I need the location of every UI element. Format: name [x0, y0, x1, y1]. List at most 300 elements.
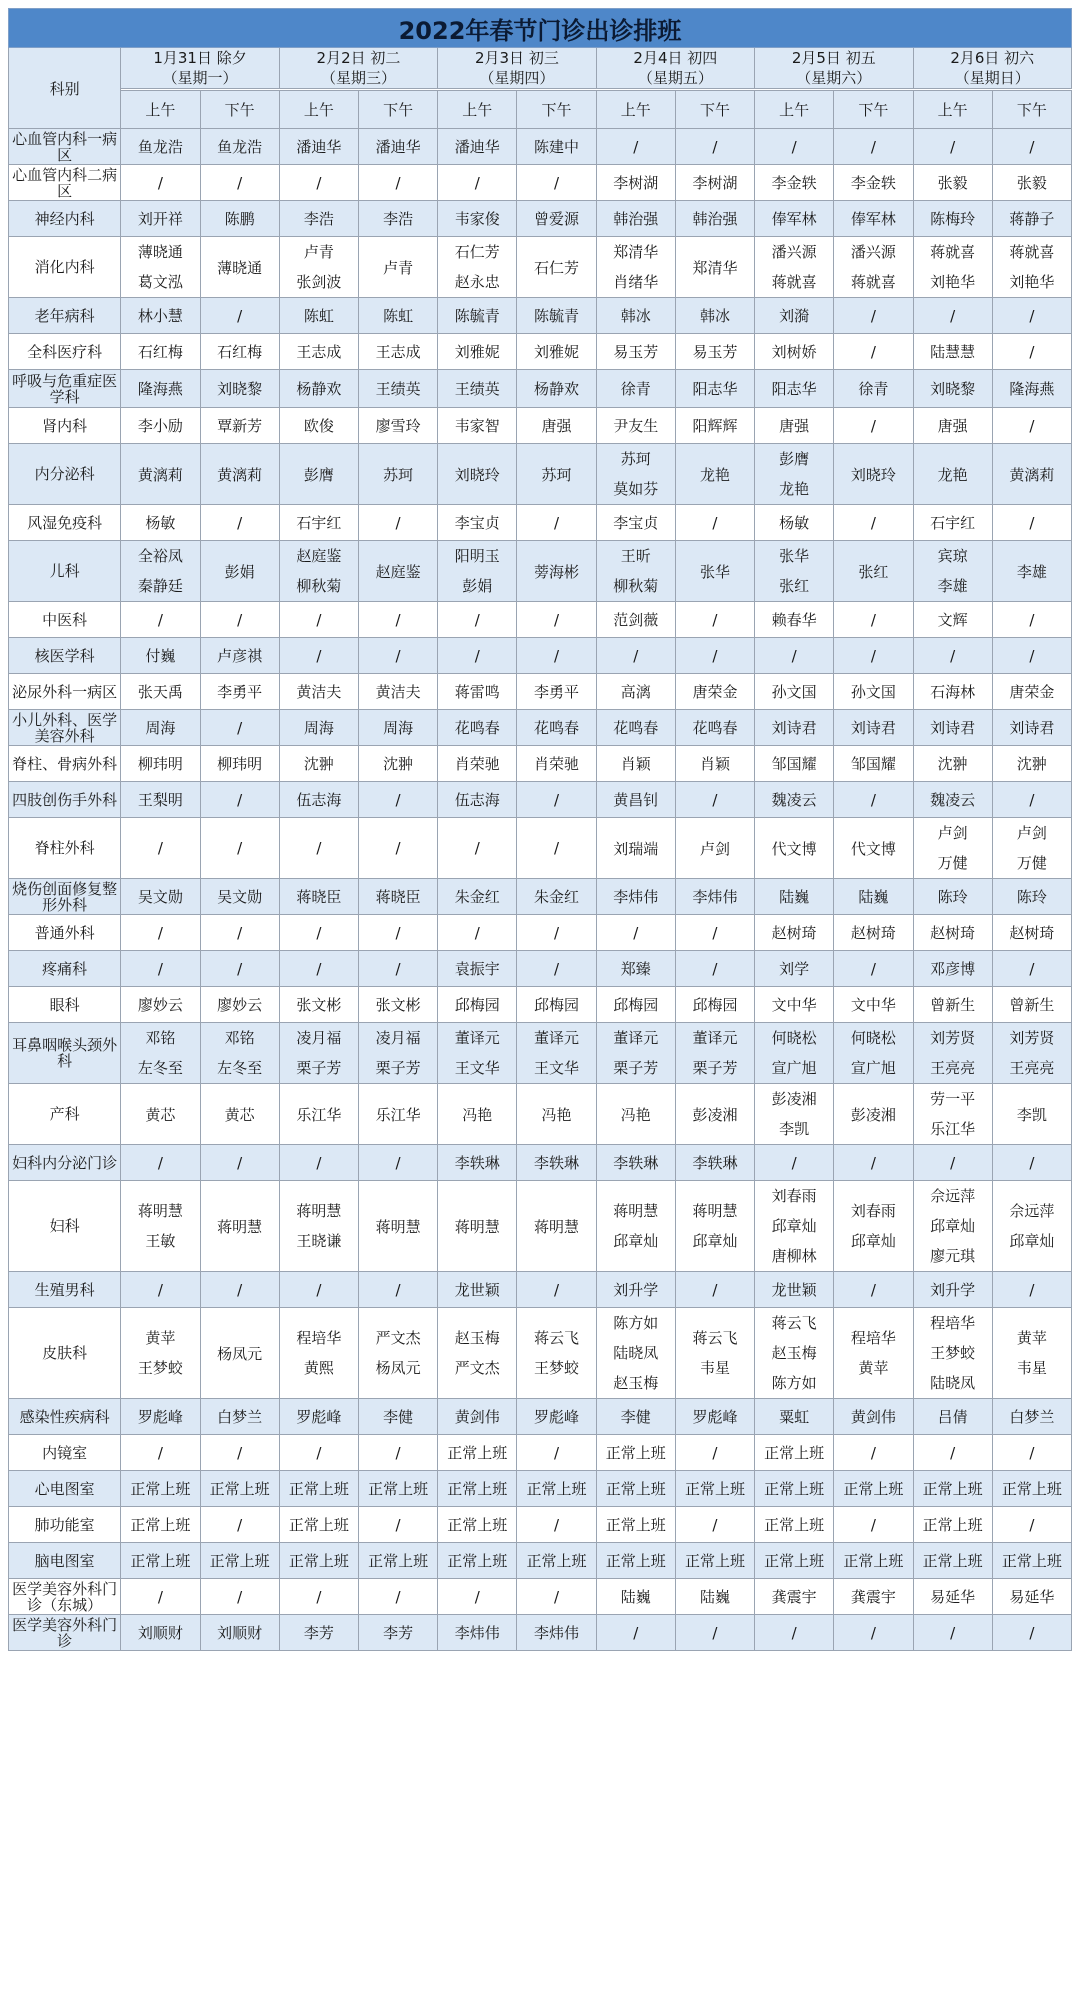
dept-cell: 风湿免疫科: [9, 505, 121, 541]
schedule-cell: /: [675, 129, 754, 165]
schedule-cell: [755, 541, 834, 602]
schedule-cell: 高漓: [596, 674, 675, 710]
dept-cell: 心血管内科二病区: [9, 165, 121, 201]
name-line: 万健: [1016, 854, 1047, 872]
schedule-cell: 李宝贞: [596, 505, 675, 541]
schedule-cell: 罗彪峰: [675, 1399, 754, 1435]
schedule-cell: 郑清华: [675, 237, 754, 298]
name-line: 凌月福: [296, 1029, 342, 1047]
schedule-cell: /: [200, 165, 279, 201]
table-row: [9, 638, 1072, 674]
table-row: [9, 1308, 1072, 1399]
dept-cell: 医学美容外科门诊: [9, 1615, 121, 1651]
name-line: 彭膺: [779, 450, 810, 468]
name-line: 柳秋菊: [296, 577, 342, 595]
schedule-cell: /: [992, 1272, 1071, 1308]
schedule-cell: 杨凤元: [200, 1308, 279, 1399]
schedule-cell: [755, 237, 834, 298]
name-line: 薄晓通: [137, 243, 183, 261]
schedule-cell: /: [834, 1145, 913, 1181]
schedule-cell: /: [596, 915, 675, 951]
schedule-cell: [675, 1023, 754, 1084]
schedule-cell: 廖雪玲: [358, 408, 437, 444]
schedule-cell: 王绩英: [358, 370, 437, 408]
name-line: 陈方如: [613, 1314, 659, 1332]
schedule-cell: 韦家智: [438, 408, 517, 444]
schedule-cell: [755, 1084, 834, 1145]
schedule-cell: /: [517, 165, 596, 201]
schedule-cell: 正常上班: [834, 1543, 913, 1579]
schedule-cell: /: [517, 505, 596, 541]
name-line: 宣广旭: [771, 1059, 817, 1077]
name-line: 左冬至: [217, 1059, 263, 1077]
table-row: [9, 987, 1072, 1023]
schedule-cell: 石宇红: [913, 505, 992, 541]
table-row: [9, 1399, 1072, 1435]
schedule-cell: /: [200, 505, 279, 541]
schedule-cell: 李健: [358, 1399, 437, 1435]
schedule-cell: /: [517, 1272, 596, 1308]
schedule-cell: 李树湖: [675, 165, 754, 201]
name-line: 韦星: [699, 1359, 730, 1377]
schedule-cell: [200, 1023, 279, 1084]
schedule-cell: 肖颖: [675, 746, 754, 782]
name-line: 邱章灿: [692, 1232, 738, 1250]
am-header: 上午: [596, 91, 675, 129]
schedule-cell: 魏凌云: [755, 782, 834, 818]
schedule-cell: 廖妙云: [121, 987, 200, 1023]
schedule-body: [9, 129, 1072, 1651]
schedule-cell: 易延华: [992, 1579, 1071, 1615]
schedule-cell: 白梦兰: [992, 1399, 1071, 1435]
schedule-cell: /: [200, 1507, 279, 1543]
dept-cell: 眼科: [9, 987, 121, 1023]
schedule-cell: 蒋静子: [992, 201, 1071, 237]
schedule-cell: 黄芯: [121, 1084, 200, 1145]
schedule-cell: [121, 1308, 200, 1399]
schedule-cell: 隆海燕: [992, 370, 1071, 408]
schedule-cell: 王梨明: [121, 782, 200, 818]
schedule-cell: [121, 1023, 200, 1084]
schedule-cell: 正常上班: [438, 1543, 517, 1579]
pm-header: 下午: [200, 91, 279, 129]
name-line: 王文华: [454, 1059, 500, 1077]
schedule-cell: /: [358, 1145, 437, 1181]
schedule-cell: 刘升学: [596, 1272, 675, 1308]
table-row: [9, 1272, 1072, 1308]
schedule-cell: 李勇平: [200, 674, 279, 710]
name-line: 赵玉梅: [454, 1329, 500, 1347]
schedule-cell: 吴文勋: [121, 879, 200, 915]
schedule-cell: 王绩英: [438, 370, 517, 408]
schedule-cell: 刘诗君: [755, 710, 834, 746]
schedule-cell: /: [992, 951, 1071, 987]
schedule-cell: 龙世颖: [755, 1272, 834, 1308]
schedule-cell: /: [992, 602, 1071, 638]
schedule-cell: 赵树琦: [992, 915, 1071, 951]
name-line: 陆晓凤: [930, 1374, 976, 1392]
schedule-cell: /: [834, 951, 913, 987]
schedule-cell: 韩冰: [675, 298, 754, 334]
schedule-cell: [358, 1023, 437, 1084]
dept-cell: 产科: [9, 1084, 121, 1145]
schedule-cell: 曾爱源: [517, 201, 596, 237]
dept-cell: 脑电图室: [9, 1543, 121, 1579]
table-row: [9, 541, 1072, 602]
schedule-cell: /: [279, 1579, 358, 1615]
schedule-cell: /: [121, 165, 200, 201]
schedule-cell: 彭膺: [279, 444, 358, 505]
table-title: 2022年春节门诊出诊排班: [9, 9, 1072, 48]
table-row: [9, 1507, 1072, 1543]
schedule-cell: 唐强: [913, 408, 992, 444]
schedule-cell: 刘诗君: [913, 710, 992, 746]
schedule-cell: /: [517, 782, 596, 818]
schedule-cell: [675, 1308, 754, 1399]
schedule-cell: /: [675, 1615, 754, 1651]
schedule-cell: 龚震宇: [834, 1579, 913, 1615]
schedule-cell: 邱梅园: [675, 987, 754, 1023]
schedule-cell: 正常上班: [596, 1543, 675, 1579]
name-line: 秦静廷: [137, 577, 183, 595]
schedule-cell: /: [675, 638, 754, 674]
schedule-cell: 赵庭鉴: [358, 541, 437, 602]
schedule-cell: 石红梅: [200, 334, 279, 370]
schedule-cell: 黄漓莉: [200, 444, 279, 505]
schedule-cell: 周海: [279, 710, 358, 746]
schedule-cell: 潘迪华: [279, 129, 358, 165]
schedule-cell: /: [992, 1507, 1071, 1543]
schedule-cell: [755, 444, 834, 505]
schedule-cell: 潘迪华: [358, 129, 437, 165]
schedule-cell: /: [358, 505, 437, 541]
schedule-cell: 刘雅妮: [517, 334, 596, 370]
name-line: 何晓松: [850, 1029, 896, 1047]
name-line: 蒋云飞: [692, 1329, 738, 1347]
schedule-cell: /: [755, 1615, 834, 1651]
schedule-cell: [596, 541, 675, 602]
schedule-cell: /: [992, 129, 1071, 165]
schedule-cell: 正常上班: [834, 1471, 913, 1507]
schedule-cell: 蒋晓臣: [358, 879, 437, 915]
schedule-cell: 文中华: [755, 987, 834, 1023]
schedule-cell: 李金轶: [755, 165, 834, 201]
schedule-cell: 张文彬: [279, 987, 358, 1023]
schedule-cell: /: [438, 915, 517, 951]
schedule-cell: [438, 1023, 517, 1084]
table-row: [9, 710, 1072, 746]
schedule-cell: 刘漪: [755, 298, 834, 334]
schedule-cell: 罗彪峰: [517, 1399, 596, 1435]
schedule-cell: 冯艳: [596, 1084, 675, 1145]
schedule-cell: 张毅: [992, 165, 1071, 201]
name-line: 栗子芳: [296, 1059, 342, 1077]
schedule-cell: 覃新芳: [200, 408, 279, 444]
schedule-cell: /: [675, 1435, 754, 1471]
schedule-cell: 正常上班: [675, 1471, 754, 1507]
schedule-cell: 正常上班: [755, 1507, 834, 1543]
table-row: [9, 237, 1072, 298]
schedule-cell: 正常上班: [913, 1507, 992, 1543]
schedule-cell: /: [517, 1579, 596, 1615]
schedule-cell: /: [200, 951, 279, 987]
schedule-cell: /: [834, 638, 913, 674]
schedule-cell: 肖荣驰: [517, 746, 596, 782]
schedule-cell: 正常上班: [121, 1543, 200, 1579]
schedule-cell: 袁振宇: [438, 951, 517, 987]
name-line: 阳明玉: [454, 547, 500, 565]
schedule-cell: 廖妙云: [200, 987, 279, 1023]
schedule-cell: 阳辉辉: [675, 408, 754, 444]
schedule-cell: /: [834, 408, 913, 444]
schedule-cell: /: [834, 1272, 913, 1308]
name-line: 卢青: [303, 243, 334, 261]
schedule-cell: 正常上班: [596, 1471, 675, 1507]
schedule-cell: 陆巍: [596, 1579, 675, 1615]
schedule-cell: 阳志华: [675, 370, 754, 408]
am-header: 上午: [438, 91, 517, 129]
name-line: 蒋就喜: [771, 273, 817, 291]
name-line: 杨凤元: [375, 1359, 421, 1377]
dept-cell: 疼痛科: [9, 951, 121, 987]
schedule-cell: 杨静欢: [517, 370, 596, 408]
schedule-cell: [992, 1181, 1071, 1272]
schedule-cell: /: [358, 1272, 437, 1308]
schedule-cell: /: [121, 1145, 200, 1181]
schedule-cell: /: [200, 1272, 279, 1308]
table-row: [9, 165, 1072, 201]
dept-cell: 小儿外科、医学美容外科: [9, 710, 121, 746]
name-line: 王敏: [145, 1232, 176, 1250]
schedule-cell: 林小慧: [121, 298, 200, 334]
schedule-cell: /: [517, 1435, 596, 1471]
schedule-cell: /: [913, 298, 992, 334]
schedule-cell: 肖荣驰: [438, 746, 517, 782]
table-row: [9, 1145, 1072, 1181]
name-line: 赵玉梅: [771, 1344, 817, 1362]
table-row: [9, 746, 1072, 782]
name-line: 王亮亮: [930, 1059, 976, 1077]
name-line: 邱章灿: [613, 1232, 659, 1250]
schedule-cell: 粟虹: [755, 1399, 834, 1435]
name-line: 董译元: [454, 1029, 500, 1047]
name-line: 赵庭鉴: [296, 547, 342, 565]
name-line: 莫如芬: [613, 480, 659, 498]
schedule-cell: /: [675, 505, 754, 541]
schedule-cell: [438, 237, 517, 298]
schedule-cell: /: [438, 1579, 517, 1615]
schedule-cell: 黄剑伟: [834, 1399, 913, 1435]
schedule-cell: 杨敏: [121, 505, 200, 541]
schedule-cell: /: [279, 1272, 358, 1308]
name-line: 乐江华: [930, 1120, 976, 1138]
name-line: 刘芳贤: [930, 1029, 976, 1047]
schedule-cell: 正常上班: [596, 1507, 675, 1543]
table-row: [9, 1084, 1072, 1145]
schedule-cell: 正常上班: [200, 1543, 279, 1579]
schedule-cell: /: [438, 165, 517, 201]
name-line: 邱章灿: [771, 1217, 817, 1235]
schedule-cell: 隆海燕: [121, 370, 200, 408]
schedule-cell: 李炜伟: [438, 1615, 517, 1651]
schedule-cell: 李炜伟: [675, 879, 754, 915]
schedule-cell: 赵树琦: [913, 915, 992, 951]
schedule-cell: [992, 1308, 1071, 1399]
schedule-cell: 陈建中: [517, 129, 596, 165]
schedule-cell: /: [913, 638, 992, 674]
schedule-cell: 花鸣春: [517, 710, 596, 746]
dept-cell: 医学美容外科门诊（东城）: [9, 1579, 121, 1615]
am-header: 上午: [121, 91, 200, 129]
name-line: 程培华: [930, 1314, 976, 1332]
schedule-cell: 吕倩: [913, 1399, 992, 1435]
schedule-cell: 李勇平: [517, 674, 596, 710]
name-line: 佘远萍: [1009, 1202, 1055, 1220]
schedule-cell: 蒋明慧: [200, 1181, 279, 1272]
schedule-cell: /: [992, 1435, 1071, 1471]
table-row: [9, 201, 1072, 237]
schedule-cell: /: [358, 165, 437, 201]
schedule-cell: [913, 541, 992, 602]
schedule-cell: 卢青: [358, 237, 437, 298]
schedule-cell: /: [121, 1579, 200, 1615]
pm-header: 下午: [834, 91, 913, 129]
schedule-cell: /: [675, 1507, 754, 1543]
schedule-cell: 沈翀: [279, 746, 358, 782]
schedule-cell: [279, 541, 358, 602]
name-line: 凌月福: [375, 1029, 421, 1047]
name-line: 刘芳贤: [1009, 1029, 1055, 1047]
schedule-cell: 刘晓玲: [438, 444, 517, 505]
table-row: [9, 370, 1072, 408]
name-line: 邱章灿: [930, 1217, 976, 1235]
schedule-cell: 正常上班: [992, 1543, 1071, 1579]
schedule-cell: /: [279, 602, 358, 638]
name-line: 左冬至: [137, 1059, 183, 1077]
schedule-cell: 鱼龙浩: [121, 129, 200, 165]
name-line: 蒋就喜: [930, 243, 976, 261]
schedule-cell: /: [438, 602, 517, 638]
dept-header: 科别: [9, 48, 121, 129]
schedule-cell: 正常上班: [358, 1471, 437, 1507]
name-line: 蒋明慧: [692, 1202, 738, 1220]
schedule-cell: /: [755, 638, 834, 674]
schedule-cell: 蒋明慧: [438, 1181, 517, 1272]
name-line: 陈方如: [771, 1374, 817, 1392]
name-line: 董译元: [534, 1029, 580, 1047]
schedule-cell: 正常上班: [596, 1435, 675, 1471]
schedule-cell: [596, 1308, 675, 1399]
name-line: 全裕凤: [137, 547, 183, 565]
schedule-cell: 白梦兰: [200, 1399, 279, 1435]
schedule-cell: 代文博: [834, 818, 913, 879]
name-line: 李雄: [937, 577, 968, 595]
schedule-cell: 陈毓青: [438, 298, 517, 334]
day-header: 2月3日 初三 （星期四）: [438, 48, 596, 89]
schedule-cell: 石宇红: [279, 505, 358, 541]
schedule-cell: 赵树琦: [755, 915, 834, 951]
schedule-cell: 薄晓通: [200, 237, 279, 298]
schedule-cell: 刘开祥: [121, 201, 200, 237]
schedule-cell: /: [992, 505, 1071, 541]
schedule-cell: 曾新生: [913, 987, 992, 1023]
schedule-cell: 伍志海: [438, 782, 517, 818]
name-line: 王亮亮: [1009, 1059, 1055, 1077]
schedule-cell: /: [121, 1272, 200, 1308]
schedule-cell: /: [834, 1615, 913, 1651]
name-line: 邓铭: [224, 1029, 255, 1047]
name-line: 蒋云飞: [771, 1314, 817, 1332]
schedule-cell: 花鸣春: [596, 710, 675, 746]
schedule-cell: 付巍: [121, 638, 200, 674]
name-line: 栗子芳: [692, 1059, 738, 1077]
schedule-cell: 张华: [675, 541, 754, 602]
schedule-cell: /: [596, 638, 675, 674]
table-row: [9, 602, 1072, 638]
schedule-cell: 苏珂: [358, 444, 437, 505]
name-line: 栗子芳: [375, 1059, 421, 1077]
schedule-cell: [438, 1308, 517, 1399]
schedule-cell: 朱金红: [517, 879, 596, 915]
schedule-cell: /: [834, 1435, 913, 1471]
schedule-cell: 龚震宇: [755, 1579, 834, 1615]
schedule-cell: /: [438, 638, 517, 674]
dept-cell: 妇科内分泌门诊: [9, 1145, 121, 1181]
schedule-cell: 陆巍: [834, 879, 913, 915]
pm-header: 下午: [358, 91, 437, 129]
name-line: 黄苹: [1016, 1329, 1047, 1347]
pm-header: 下午: [517, 91, 596, 129]
schedule-cell: 正常上班: [279, 1507, 358, 1543]
dept-cell: 呼吸与危重症医学科: [9, 370, 121, 408]
schedule-cell: 刘晓黎: [200, 370, 279, 408]
table-row: [9, 1543, 1072, 1579]
schedule-cell: 王志成: [279, 334, 358, 370]
name-line: 潘兴源: [850, 243, 896, 261]
name-line: 张剑波: [296, 273, 342, 291]
schedule-cell: 徐青: [596, 370, 675, 408]
schedule-cell: /: [200, 602, 279, 638]
table-row: [9, 1615, 1072, 1651]
schedule-cell: 正常上班: [517, 1471, 596, 1507]
schedule-cell: 刘诗君: [992, 710, 1071, 746]
schedule-cell: /: [913, 1435, 992, 1471]
schedule-cell: 柳玮明: [121, 746, 200, 782]
schedule-cell: /: [675, 782, 754, 818]
schedule-cell: /: [517, 915, 596, 951]
schedule-cell: 刘学: [755, 951, 834, 987]
name-line: 何晓松: [771, 1029, 817, 1047]
schedule-cell: 刘诗君: [834, 710, 913, 746]
schedule-cell: 黄剑伟: [438, 1399, 517, 1435]
schedule-cell: /: [200, 710, 279, 746]
schedule-cell: 韩治强: [675, 201, 754, 237]
schedule-cell: /: [517, 951, 596, 987]
schedule-cell: /: [200, 818, 279, 879]
schedule-cell: 正常上班: [755, 1471, 834, 1507]
schedule-cell: 正常上班: [517, 1543, 596, 1579]
schedule-cell: 石仁芳: [517, 237, 596, 298]
schedule-cell: /: [834, 505, 913, 541]
schedule-cell: 乐江华: [279, 1084, 358, 1145]
dept-cell: 脊柱外科: [9, 818, 121, 879]
schedule-cell: /: [517, 1507, 596, 1543]
schedule-cell: 邓彦博: [913, 951, 992, 987]
schedule-cell: /: [121, 915, 200, 951]
schedule-cell: /: [834, 782, 913, 818]
name-line: 赵永忠: [454, 273, 500, 291]
dept-cell: 老年病科: [9, 298, 121, 334]
